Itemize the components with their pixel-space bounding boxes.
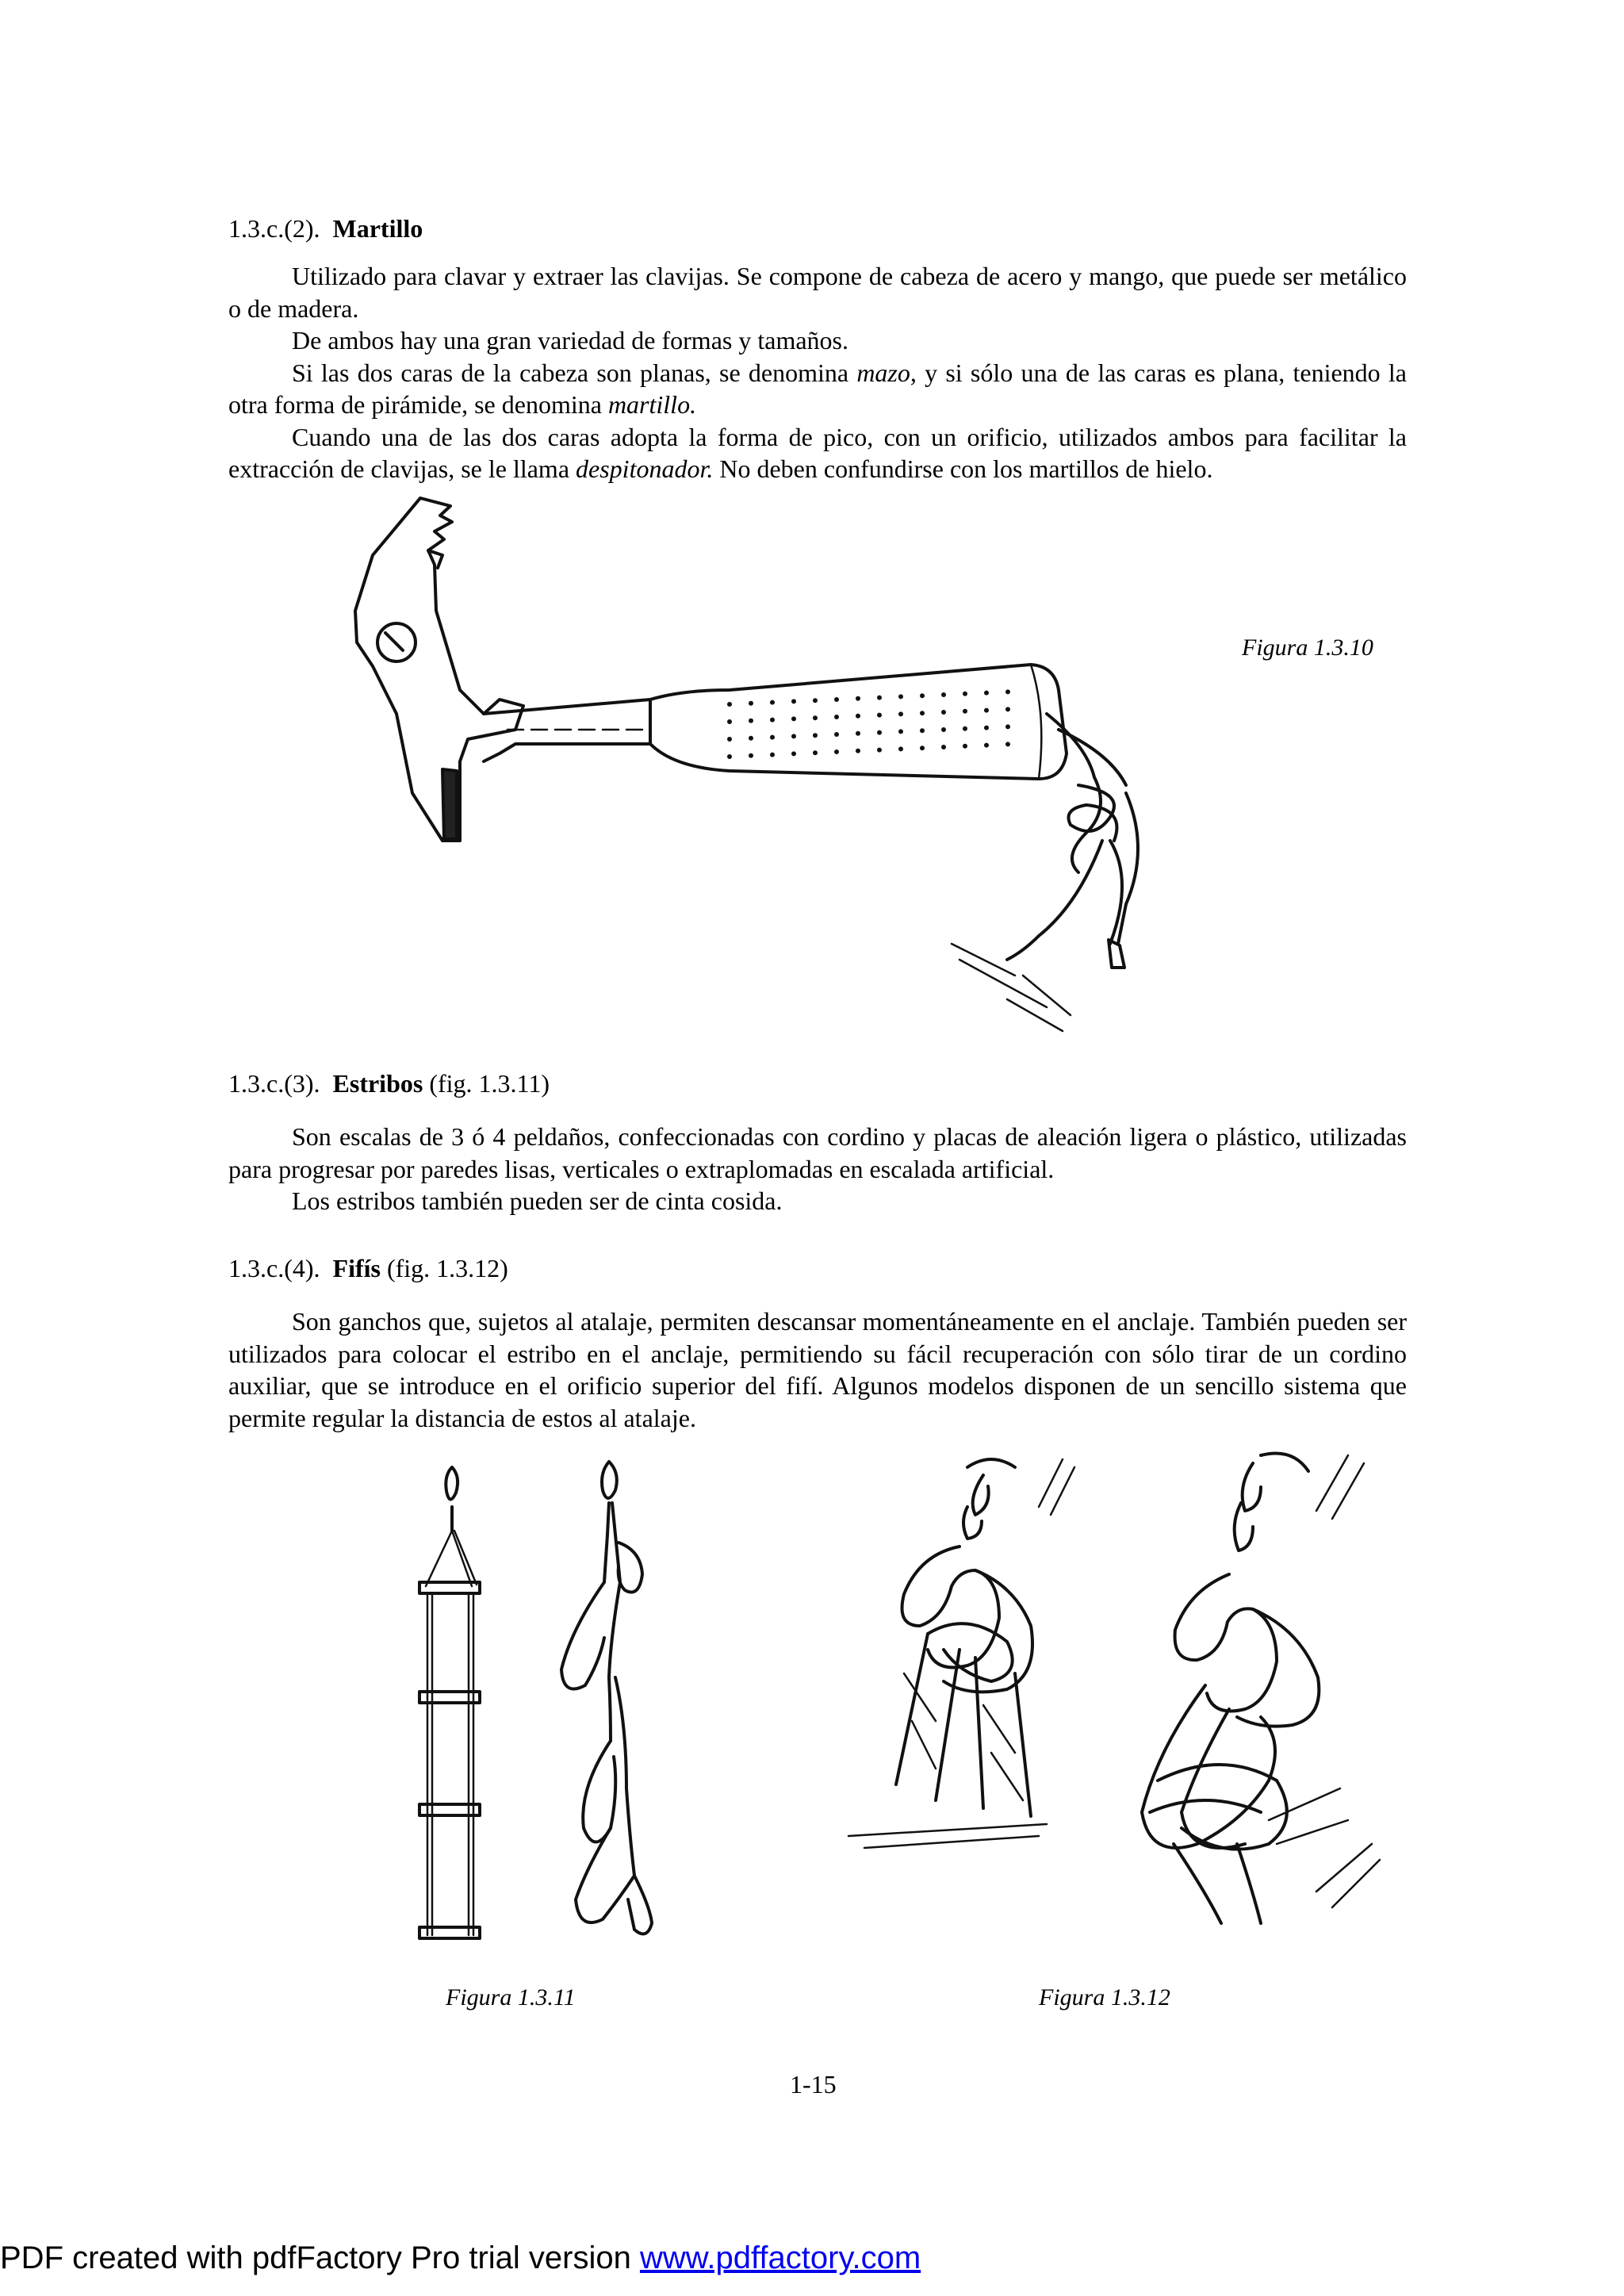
- grip-dot: [749, 701, 753, 706]
- grip-dot: [856, 749, 860, 753]
- martillo-body: [228, 260, 1407, 485]
- text-span: Cuando una de las dos caras adopta la forma de pico, con un orificio, utilizados ambos para facilitar la extracción de clavijas, se le llama: [228, 422, 1407, 483]
- grip-dot: [791, 751, 796, 756]
- ladder-estribo-illustration: [408, 1459, 496, 1951]
- section-title: Martillo: [332, 214, 423, 243]
- section-title: Fifís: [332, 1254, 381, 1282]
- webbing-estribo-illustration: [547, 1455, 674, 1939]
- grip-dot: [749, 753, 753, 758]
- grip-dot: [791, 699, 796, 703]
- grip-dot: [941, 692, 946, 697]
- paragraph: Son escalas de 3 ó 4 peldaños, confeccionadas con cordino y placas de aleación ligera o plástico, utilizadas para progresar por paredes lisas, verticales o extraplomadas en escalada artificial.: [228, 1122, 1407, 1183]
- grip-dot: [920, 711, 925, 715]
- grip-dot: [920, 693, 925, 698]
- grip-dot: [749, 736, 753, 741]
- grip-dot: [791, 734, 796, 738]
- grip-dot: [791, 716, 796, 721]
- grip-dot: [834, 697, 839, 702]
- grip-dot: [877, 730, 882, 735]
- grip-dot: [1005, 689, 1010, 694]
- emphasis-martillo: martillo.: [607, 390, 697, 419]
- grip-dot: [1005, 707, 1010, 711]
- grip-dot: [898, 711, 903, 716]
- section-heading-estribos: [228, 1068, 550, 1099]
- grip-dot: [963, 709, 967, 714]
- grip-dot: [984, 708, 989, 713]
- text-span: Si las dos caras de la cabeza son planas, se denomina: [292, 358, 857, 387]
- footer-link[interactable]: www.pdffactory.com: [639, 2240, 921, 2275]
- grip-dot: [1005, 724, 1010, 729]
- section-heading-fifis: [228, 1252, 508, 1284]
- hammer-illustration: [349, 492, 1269, 1031]
- section-heading-martillo: [228, 213, 423, 244]
- grip-dot: [920, 746, 925, 750]
- grip-dot: [920, 728, 925, 733]
- figure-reference: (fig. 1.3.11): [429, 1069, 550, 1098]
- figure-reference: (fig. 1.3.12): [386, 1254, 508, 1282]
- paragraph: Utilizado para clavar y extraer las clavijas. Se compone de cabeza de acero y mango, que puede ser metálico o de madera.: [228, 262, 1407, 323]
- paragraph: Los estribos también pueden ser de cinta cosida.: [292, 1186, 783, 1215]
- grip-dot: [813, 698, 818, 703]
- pdf-footer: [0, 2240, 921, 2276]
- grip-dot: [877, 713, 882, 718]
- grip-dot: [898, 746, 903, 751]
- grip-dot: [727, 754, 732, 759]
- figure-caption-1-3-10: Figura 1.3.10: [1242, 634, 1373, 661]
- grip-dot: [770, 753, 775, 757]
- grip-dot: [813, 733, 818, 738]
- grip-dot: [770, 718, 775, 723]
- grip-dot: [813, 750, 818, 755]
- grip-dot: [984, 726, 989, 730]
- section-number: 1.3.c.(2).: [228, 214, 320, 243]
- grip-dot: [834, 732, 839, 737]
- page-number: 1-15: [790, 2070, 837, 2099]
- grip-dot: [834, 749, 839, 754]
- grip-dot: [898, 694, 903, 699]
- paragraph: [228, 421, 1407, 485]
- grip-dot: [727, 702, 732, 707]
- estribos-body: [228, 1121, 1407, 1217]
- grip-dot: [727, 719, 732, 724]
- paragraph: De ambos hay una gran variedad de formas y tamaños.: [292, 326, 848, 355]
- grip-dot: [877, 696, 882, 700]
- fifis-body: [228, 1305, 1407, 1434]
- grip-dot: [963, 744, 967, 749]
- section-title: Estribos: [332, 1069, 423, 1098]
- grip-dot: [898, 729, 903, 734]
- emphasis-mazo: mazo,: [856, 358, 917, 387]
- emphasis-despitonador: despitonador.: [576, 454, 714, 483]
- grip-dot: [941, 745, 946, 749]
- grip-dot: [856, 714, 860, 719]
- section-number: 1.3.c.(3).: [228, 1069, 320, 1098]
- grip-dot: [984, 743, 989, 748]
- grip-dot: [941, 710, 946, 715]
- text-span: y si sólo una de las caras es plana, teniendo la otra forma de pirámide, se denomina: [228, 358, 1408, 419]
- grip-dot: [984, 691, 989, 696]
- paragraph: [228, 357, 1407, 421]
- grip-dot: [856, 731, 860, 736]
- section-number: 1.3.c.(4).: [228, 1254, 320, 1282]
- paragraph: Son ganchos que, sujetos al atalaje, permiten descansar momentáneamente en el anclaje. También pueden ser utilizados para colocar el estribo en el anclaje, permitiendo su fácil recuperación con sólo tirar de un cordino auxiliar, que se introduce en el orificio superior del fifí. Algunos modelos disponen de un sencillo sistema que permite regular la distancia de estos al atalaje.: [228, 1307, 1407, 1432]
- grip-dot: [1005, 742, 1010, 746]
- grip-dot: [834, 715, 839, 719]
- footer-text: PDF created with pdfFactory Pro trial version: [0, 2240, 640, 2275]
- grip-dot: [727, 737, 732, 742]
- figure-caption-1-3-12: Figura 1.3.12: [1039, 1984, 1170, 2010]
- grip-dot: [770, 735, 775, 740]
- grip-dot: [963, 726, 967, 731]
- fifi-hook-illustration-2: [1110, 1447, 1396, 1939]
- fifi-hook-illustration-1: [848, 1451, 1102, 1864]
- grip-dot: [941, 727, 946, 732]
- grip-dot: [877, 748, 882, 753]
- grip-dot: [813, 715, 818, 720]
- grip-dot: [856, 696, 860, 701]
- grip-dot: [770, 700, 775, 705]
- grip-dot: [749, 719, 753, 723]
- figure-caption-1-3-11: Figura 1.3.11: [446, 1984, 576, 2010]
- text-span: No deben confundirse con los martillos de hielo.: [713, 454, 1213, 483]
- grip-dot: [963, 692, 967, 696]
